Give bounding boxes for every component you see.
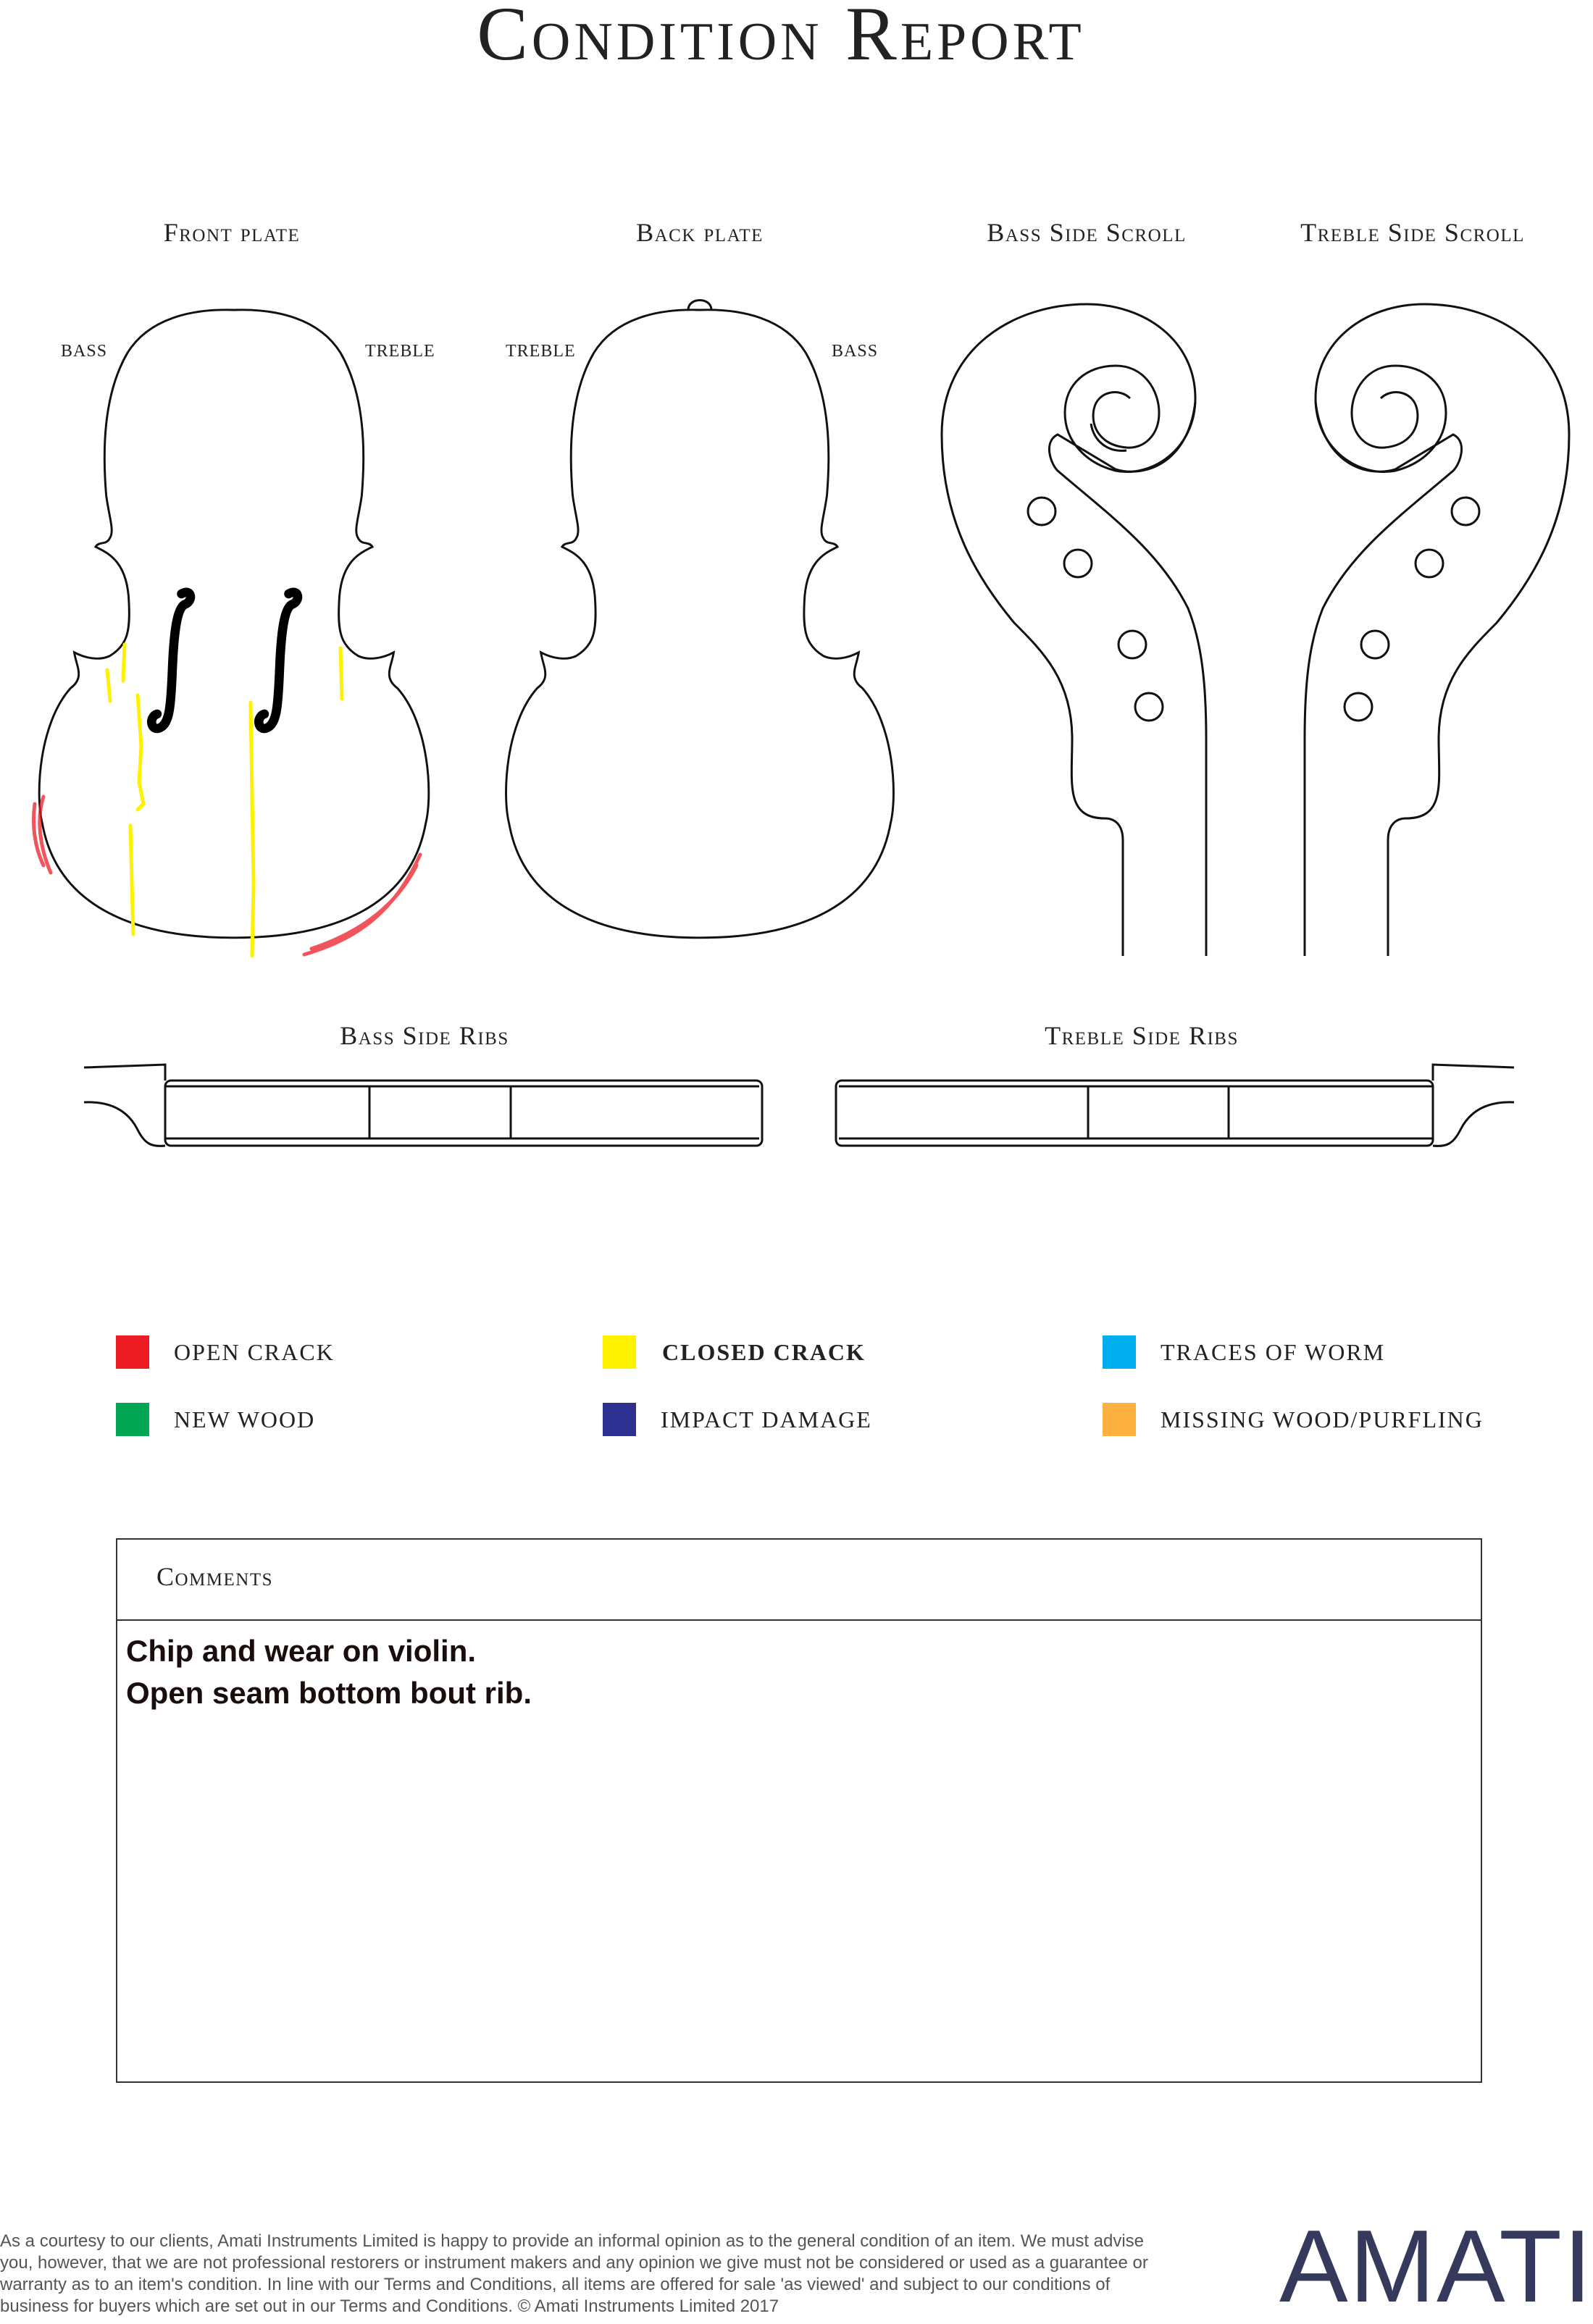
front-plate-bass-label: BASS: [61, 342, 108, 361]
front-plate-heading: Front plate: [163, 218, 301, 247]
legend-swatch-missing-wood: [1103, 1403, 1136, 1436]
comments-header: [117, 1540, 1481, 1621]
front-plate-treble-label: TREBLE: [365, 342, 435, 361]
legend-swatch-closed-crack: [603, 1335, 636, 1369]
amati-logo: AMATI: [1279, 2209, 1593, 2324]
bass-side-ribs-outline: [84, 1065, 762, 1146]
legend-label-traces-of-worm: TRACES OF WORM: [1161, 1339, 1386, 1365]
treble-side-ribs-heading: Treble Side Ribs: [1045, 1021, 1239, 1050]
legend-swatch-impact-damage: [603, 1403, 636, 1436]
page-title: Condition Report: [477, 0, 1085, 76]
disclaimer-text: As a courtesy to our clients, Amati Instruments Limited is happy to provide an informal opinion as to the general condition of an item. We must advise you, however, that we are not professional restorers or instrument makers and any opinion we give must not be considered or used as a guarantee or warranty as to an item's condition. In line with our Terms and Conditions, all items are offered for sale 'as viewed' and subject to our conditions of business for buyers which are set out in our Terms and Conditions. © Amati Instruments Limited 2017: [0, 2231, 1148, 2316]
legend-label-impact-damage: IMPACT DAMAGE: [661, 1406, 872, 1432]
legend-label-missing-wood: MISSING WOOD/PURFLING: [1161, 1406, 1484, 1432]
legend-label-new-wood: NEW WOOD: [174, 1406, 316, 1432]
bass-side-scroll-heading: Bass Side Scroll: [987, 218, 1187, 247]
back-plate-treble-label: TREBLE: [506, 342, 576, 361]
comment-line: Chip and wear on violin.: [126, 1634, 477, 1668]
legend-label-open-crack: OPEN CRACK: [174, 1339, 335, 1365]
legend-swatch-new-wood: [116, 1403, 149, 1436]
treble-side-scroll-heading: Treble Side Scroll: [1300, 218, 1525, 247]
legend-swatch-open-crack: [116, 1335, 149, 1369]
legend-label-closed-crack: CLOSED CRACK: [662, 1339, 866, 1365]
bass-side-ribs-heading: Bass Side Ribs: [340, 1021, 509, 1050]
legend-swatch-traces-of-worm: [1103, 1335, 1136, 1369]
comment-line: Open seam bottom bout rib.: [126, 1676, 532, 1710]
comments-box: [116, 1538, 1482, 2083]
back-plate-heading: Back plate: [636, 218, 764, 247]
comments-title: Comments: [156, 1562, 274, 1591]
treble-side-ribs-outline: [836, 1065, 1514, 1146]
back-plate-bass-label: BASS: [832, 342, 879, 361]
